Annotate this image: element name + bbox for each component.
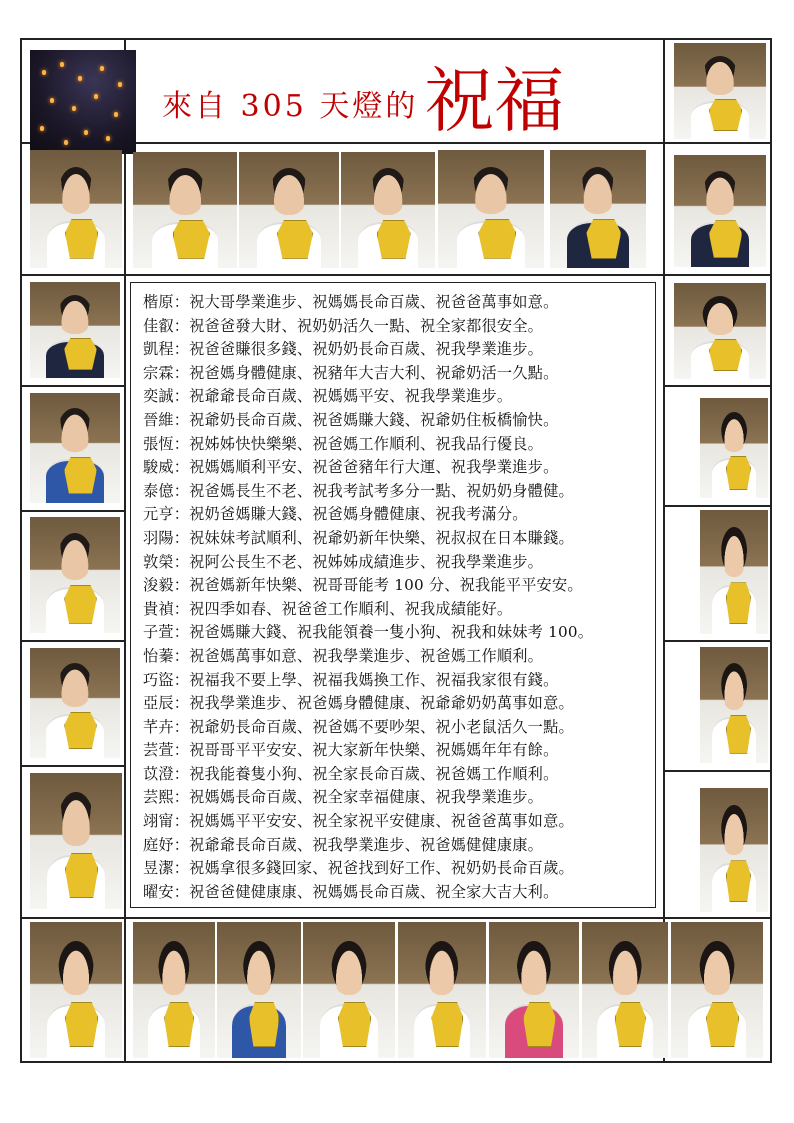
grid-line-left-inner bbox=[124, 38, 126, 1062]
student-photo bbox=[30, 393, 120, 503]
student-photo bbox=[30, 150, 122, 268]
wish-line: 翊甯：祝媽媽平平安安、祝全家祝平安健康、祝爸爸萬事如意。 bbox=[143, 812, 574, 831]
wish-line: 庭妤：祝爺爺長命百歲、祝我學業進步、祝爸媽健健康康。 bbox=[143, 835, 544, 854]
wishes-box bbox=[130, 282, 656, 908]
title-prefix: 來自 305 天燈的 bbox=[162, 89, 419, 124]
student-photo bbox=[700, 647, 768, 763]
wish-line: 宗霖：祝爸媽身體健康、祝豬年大吉大利、祝爺奶活一久點。 bbox=[143, 363, 559, 382]
wish-line: 張恆：祝姊姊快快樂樂、祝爸媽工作順利、祝我品行優良。 bbox=[143, 434, 544, 453]
grid-line-left-d bbox=[20, 765, 125, 767]
student-photo bbox=[489, 922, 579, 1058]
title-highlight: 祝福 bbox=[424, 60, 565, 142]
grid-line-right-d bbox=[663, 770, 771, 772]
grid-line-right-outer bbox=[770, 38, 772, 1062]
wish-line: 浚毅：祝爸媽新年快樂、祝哥哥能考 100 分、祝我能平平安安。 bbox=[143, 576, 583, 595]
wish-line: 泰億：祝爸媽長生不老、祝我考試考多分一點、祝奶奶身體健。 bbox=[143, 481, 574, 500]
grid-line-left-a bbox=[20, 385, 125, 387]
sky-lantern-photo bbox=[30, 50, 136, 154]
grid-line-bottom bbox=[20, 1061, 772, 1063]
student-photo bbox=[700, 510, 768, 634]
student-photo bbox=[303, 922, 395, 1058]
wish-line: 芊卉：祝爺奶長命百歲、祝爸媽不要吵架、祝小老鼠活久一點。 bbox=[143, 717, 574, 736]
student-photo bbox=[341, 152, 435, 268]
grid-line-left-b bbox=[20, 510, 125, 512]
student-photo bbox=[30, 648, 120, 758]
student-photo bbox=[550, 150, 646, 268]
grid-line-row-2 bbox=[20, 274, 772, 276]
wish-line: 子萱：祝爸媽賺大錢、祝我能領養一隻小狗、祝我和妹妹考 100。 bbox=[143, 623, 594, 642]
student-photo bbox=[217, 922, 301, 1058]
student-photo bbox=[700, 398, 768, 498]
student-photo bbox=[398, 922, 486, 1058]
student-photo bbox=[674, 43, 766, 139]
wish-line: 昱潔：祝媽拿很多錢回家、祝爸找到好工作、祝奶奶長命百歲。 bbox=[143, 859, 574, 878]
student-photo bbox=[30, 922, 122, 1058]
student-photo bbox=[671, 922, 763, 1058]
wish-line: 楷原：祝大哥學業進步、祝媽媽長命百歲、祝爸爸萬事如意。 bbox=[143, 293, 559, 311]
wish-line: 貴禎：祝四季如春、祝爸爸工作順利、祝我成績能好。 bbox=[143, 599, 513, 618]
student-photo bbox=[582, 922, 668, 1058]
wish-line: 凱程：祝爸爸賺很多錢、祝奶奶長命百歲、祝我學業進步。 bbox=[143, 340, 544, 359]
grid-line-row-3 bbox=[20, 917, 772, 919]
student-photo bbox=[674, 155, 766, 267]
wish-line: 敦榮：祝阿公長生不老、祝姊姊成績進步、祝我學業進步。 bbox=[143, 552, 544, 571]
wish-line: 苡澄：祝我能養隻小狗、祝全家長命百歲、祝爸媽工作順利。 bbox=[143, 764, 559, 783]
student-photo bbox=[133, 922, 215, 1058]
student-photo bbox=[30, 773, 122, 909]
student-photo bbox=[438, 150, 544, 268]
grid-line-right-b bbox=[663, 505, 771, 507]
wish-line: 芸熙：祝媽媽長命百歲、祝全家幸福健康、祝我學業進步。 bbox=[143, 788, 544, 807]
grid-line-left-c bbox=[20, 640, 125, 642]
student-photo bbox=[674, 283, 766, 379]
grid-line-right-a bbox=[663, 385, 771, 387]
wish-line: 巧盜：祝福我不要上學、祝福我媽換工作、祝福我家很有錢。 bbox=[143, 670, 559, 689]
wish-line: 曜安：祝爸爸健健康康、祝媽媽長命百歲、祝全家大吉大利。 bbox=[143, 882, 559, 901]
wish-line: 晉維：祝爺奶長命百歲、祝爸媽賺大錢、祝爺奶住板橋愉快。 bbox=[143, 410, 559, 429]
wish-line: 亞辰：祝我學業進步、祝爸媽身體健康、祝爺爺奶奶萬事如意。 bbox=[143, 694, 574, 713]
wish-line: 元亨：祝奶爸媽賺大錢、祝爸媽身體健康、祝我考滿分。 bbox=[143, 505, 528, 524]
student-photo bbox=[30, 517, 120, 633]
grid-line-top bbox=[20, 38, 772, 40]
wish-line: 駿威：祝媽媽順利平安、祝爸爸豬年行大運、祝我學業進步。 bbox=[143, 458, 559, 477]
grid-line-right-c bbox=[663, 640, 771, 642]
student-photo bbox=[133, 152, 237, 268]
grid-line-right-inner bbox=[663, 38, 665, 1062]
student-photo bbox=[239, 152, 339, 268]
page-title bbox=[162, 56, 565, 142]
wish-line: 怡蓁：祝爸媽萬事如意、祝我學業進步、祝爸媽工作順利。 bbox=[143, 646, 544, 665]
wish-line: 羽陽：祝妹妹考試順利、祝爺奶新年快樂、祝叔叔在日本賺錢。 bbox=[143, 528, 574, 547]
wish-line: 奕誠：祝爺爺長命百歲、祝媽媽平安、祝我學業進步。 bbox=[143, 387, 513, 406]
student-photo bbox=[30, 282, 120, 378]
wish-line: 佳叡：祝爸爸發大財、祝奶奶活久一點、祝全家都很安全。 bbox=[143, 316, 544, 335]
student-photo bbox=[700, 788, 768, 912]
wish-line: 芸萱：祝哥哥平平安安、祝大家新年快樂、祝媽媽年年有餘。 bbox=[143, 741, 559, 760]
grid-line-left-outer bbox=[20, 38, 22, 1062]
